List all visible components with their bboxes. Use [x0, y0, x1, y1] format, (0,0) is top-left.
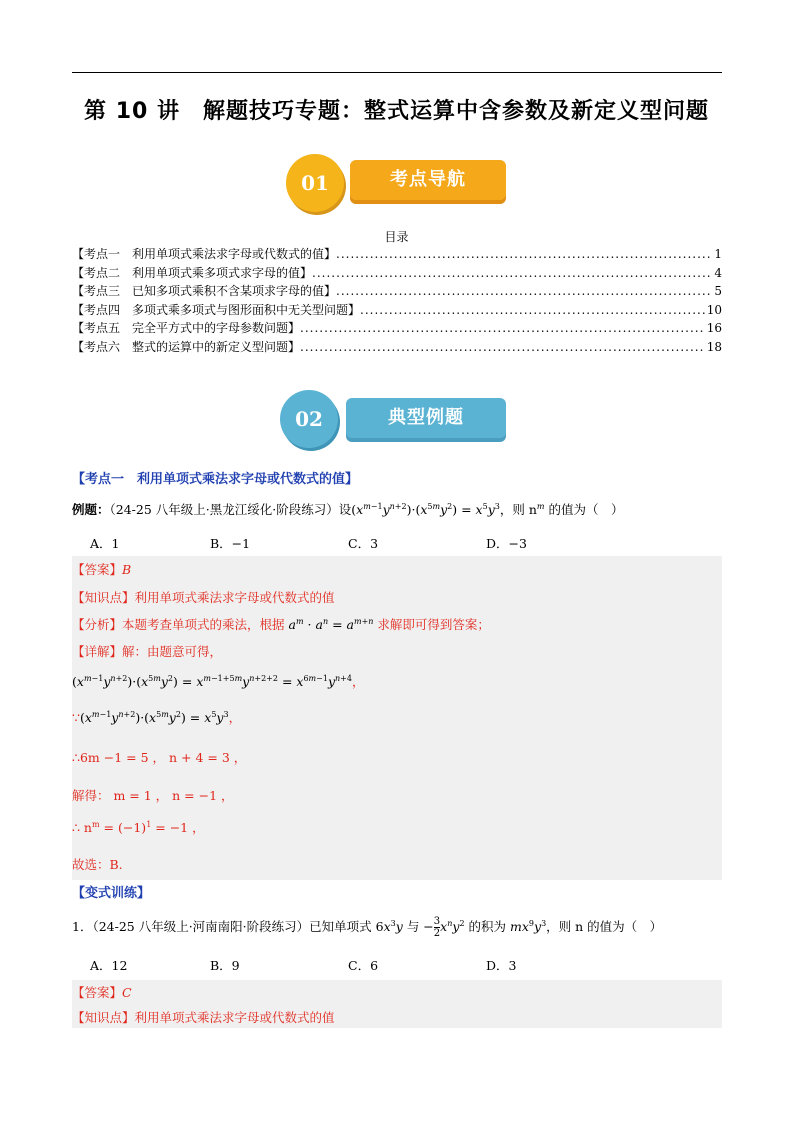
- option-a[interactable]: A．1: [90, 536, 120, 551]
- toc-item[interactable]: 【考点四 多项式乘多项式与图形面积中无关型问题】 ..... 10: [72, 301, 722, 320]
- step-1: $(x^{m-1}y^{n+2})\cdot(x^{5m}y^2) = x^{m-1+5m}y^{n+2+2} = x^{6m-1}y^{n+4}$，: [72, 673, 365, 689]
- example-question: 例题：（24-25 八年级上·黑龙江绥化·阶段练习）设$(x^{m-1}y^{n+2})\cdot(x^{5m}y^2) = x^5y^3$，则 $n^m$ 的值为（ ）: [72, 501, 624, 517]
- section-label: 考点导航: [350, 160, 506, 200]
- section-number: 02: [280, 390, 338, 448]
- knowledge-point-title: 【考点一 利用单项式乘法求字母或代数式的值】: [72, 472, 359, 487]
- option-b[interactable]: B．9: [210, 958, 240, 973]
- section-label: 典型例题: [346, 398, 506, 438]
- toc-item[interactable]: 【考点二 利用单项式乘多项式求字母的值】 ..... 4: [72, 264, 722, 283]
- answer-line-2: 【答案】C: [72, 985, 132, 1000]
- toc-item[interactable]: 【考点六 整式的运算中的新定义型问题】 ..... 18: [72, 338, 722, 357]
- step-3: ∴6m −1 = 5 ， n + 4 = 3 ，: [72, 750, 247, 765]
- table-of-contents: [72, 245, 722, 357]
- knowledge-line-2: 【知识点】利用单项式乘法求字母或代数式的值: [72, 1010, 335, 1025]
- toc-item[interactable]: 【考点三 已知多项式乘积不含某项求字母的值】 ..... 5: [72, 282, 722, 301]
- page-title: 第 10 讲 解题技巧专题：整式运算中含参数及新定义型问题: [84, 99, 709, 124]
- question-1: 1．（24-25 八年级上·河南南阳·阶段练习）已知单项式 $6x^3y$ 与 −3 2 $x^ny^2$ 的积为 $mx^9y^3$，则 n 的值为（ ）: [72, 916, 663, 939]
- answer-line: 【答案】B: [72, 562, 132, 577]
- step-4: 解得： m = 1 ， n = −1 ，: [72, 788, 234, 803]
- option-a[interactable]: A．12: [90, 958, 128, 973]
- option-c[interactable]: C．6: [348, 958, 379, 973]
- toc-item[interactable]: 【考点五 完全平方式中的字母参数问题】 ..... 16: [72, 319, 722, 338]
- toc-heading: 目录: [384, 230, 409, 244]
- toc-item[interactable]: 【考点一 利用单项式乘法求字母或代数式的值】 ..... 1: [72, 245, 722, 264]
- header-rule: [72, 72, 722, 73]
- option-d[interactable]: D．−3: [486, 536, 527, 551]
- step-5: ∴ $n^m = (-1)^1 = -1$ ，: [72, 819, 205, 835]
- variant-title: 【变式训练】: [72, 886, 151, 901]
- choose-line: 故选：B.: [72, 857, 123, 872]
- option-d[interactable]: D．3: [486, 958, 517, 973]
- detail-line: 【详解】解：由题意可得，: [72, 644, 223, 659]
- section-number: 01: [286, 154, 344, 212]
- option-b[interactable]: B．−1: [210, 536, 251, 551]
- analysis-line: 【分析】本题考查单项式的乘法，根据 $a^m \cdot a^n = a^{m+n}$ 求解即可得到答案；: [72, 616, 490, 632]
- option-c[interactable]: C．3: [348, 536, 379, 551]
- step-2: $\because(x^{m-1}y^{n+2})\cdot(x^{5m}y^2) = x^5y^3$，: [72, 709, 242, 725]
- knowledge-line: 【知识点】利用单项式乘法求字母或代数式的值: [72, 590, 335, 605]
